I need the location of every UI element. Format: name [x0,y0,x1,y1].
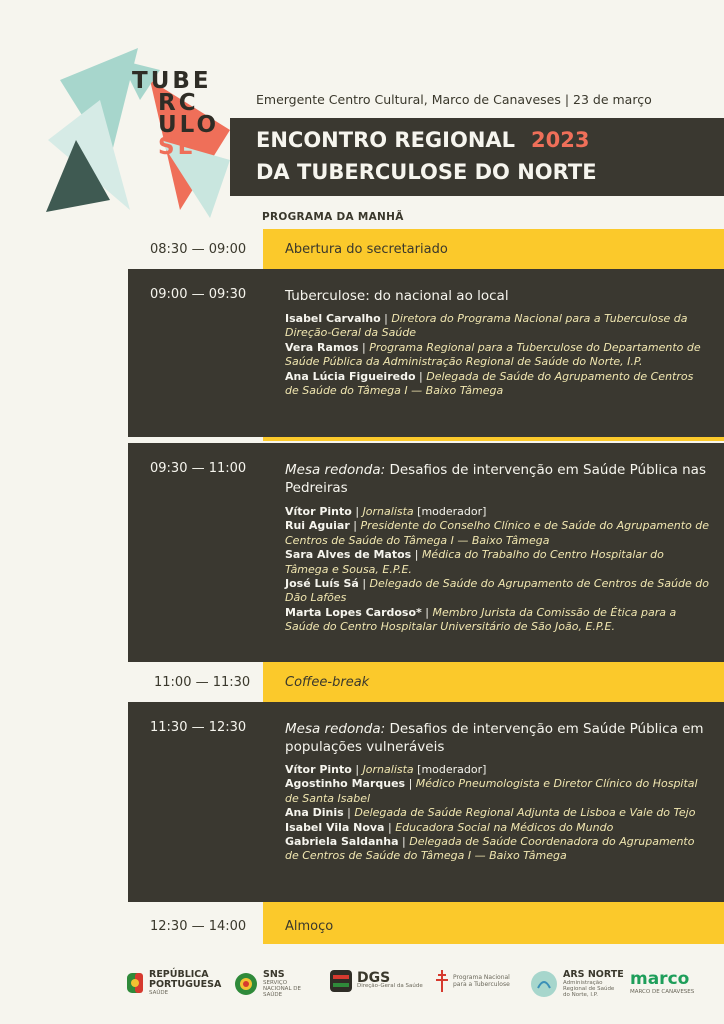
speaker-item: José Luís Sá | Delegado de Saúde do Agrupamento de Centros de Saúde do Dão Lafões [285,577,710,605]
sns-logo: SNS SERVIÇO NACIONAL DE SAÚDE [234,970,307,998]
logo-word: TUBE RC ULO SE [132,68,220,160]
speaker-item: Isabel Carvalho | Diretora do Programa Nacional para a Tuberculose da Direção-Geral da Saúde [285,312,688,340]
speaker-item: Rui Aguiar | Presidente do Conselho Clínico e de Saúde do Agrupamento de Centros de Saúde do Tâmega I — Baixo Tâmega [285,519,710,547]
session-row [128,906,724,944]
dgs-icon [330,970,352,992]
session-row [128,702,724,902]
event-venue-date: Emergente Centro Cultural, Marco de Canaveses | 23 de março [256,92,652,107]
session-time: 11:00 — 11:30 [154,675,251,690]
divider [263,437,724,441]
ars-norte-logo: ARS NORTE Administração Regional de Saúde do Norte, I.P. [530,970,624,998]
lorraine-cross-icon [436,970,448,992]
page-title [256,128,590,152]
title-year: 2023 [531,128,590,152]
title-line-2: DA TUBERCULOSE DO NORTE [256,160,597,184]
event-logo [40,40,240,220]
speaker-item: Vítor Pinto | Jornalista [moderador] [285,763,487,776]
speaker-list [285,505,710,635]
speaker-list [285,763,710,864]
pnt-logo: Programa Nacional para a Tuberculose [436,970,513,992]
sns-icon [234,972,258,996]
session-row [128,229,724,269]
session-title: Mesa redonda: Desafios de intervenção em Saúde Pública em populações vulneráveis [285,721,704,755]
speaker-list [285,312,710,398]
speaker-item: Vera Ramos | Programa Regional para a Tuberculose do Departamento de Saúde Pública da Administração Regional de Saúde do Norte, I.P. [285,340,701,369]
session-time: 12:30 — 14:00 [150,919,247,934]
republica-portuguesa-logo: REPÚBLICA PORTUGUESA SAÚDE [126,970,221,996]
speaker-item: Isabel Vila Nova | Educadora Social na Médicos do Mundo [285,820,614,834]
session-label: Abertura do secretariado [285,242,448,257]
session-label: Coffee-break [285,675,370,690]
program-section-label: PROGRAMA DA MANHÃ [262,211,404,223]
title-line-1: ENCONTRO REGIONAL [256,128,516,152]
flag-shield-icon [126,972,144,994]
session-row [128,662,724,702]
dgs-logo: DGS Direção-Geral da Saúde [330,970,423,992]
speaker-item: Agostinho Marques | Médico Pneumologista e Diretor Clínico do Hospital de Santa Isabel [285,777,698,805]
speaker-item: Ana Dinis | Delegada de Saúde Regional Adjunta de Lisboa e Vale do Tejo [285,806,696,820]
session-title: Tuberculose: do nacional ao local [285,288,509,304]
session-title: Mesa redonda: Desafios de intervenção em Saúde Pública nas Pedreiras [285,462,706,496]
marco-logo: marco MARCO DE CANAVESES [630,969,695,995]
speaker-item: Gabriela Saldanha | Delegada de Saúde Coordenadora do Agrupamento de Centros de Saúde do Tâmega I — Baixo Tâmega [285,835,695,863]
partner-logos [0,960,724,1024]
session-time: 09:00 — 09:30 [150,287,247,302]
session-time: 11:30 — 12:30 [150,720,247,735]
session-row [128,443,724,662]
session-time: 09:30 — 11:00 [150,461,247,476]
speaker-item: Vítor Pinto | Jornalista [moderador] [285,505,487,518]
ars-icon [530,970,558,998]
title-banner [230,118,724,196]
session-row [128,269,724,437]
speaker-item: Marta Lopes Cardoso* | Membro Jurista da Comissão de Ética para a Saúde do Centro Hospitalar Universitário de São João, E.P.E. [285,605,677,634]
session-label: Almoço [285,919,334,934]
session-time: 08:30 — 09:00 [150,242,247,257]
speaker-item: Sara Alves de Matos | Médica do Trabalho do Centro Hospitalar do Tâmega e Sousa, E.P.E. [285,548,664,576]
speaker-item: Ana Lúcia Figueiredo | Delegada de Saúde do Agrupamento de Centros de Saúde do Tâmega I — Baixo Tâmega [285,369,694,398]
